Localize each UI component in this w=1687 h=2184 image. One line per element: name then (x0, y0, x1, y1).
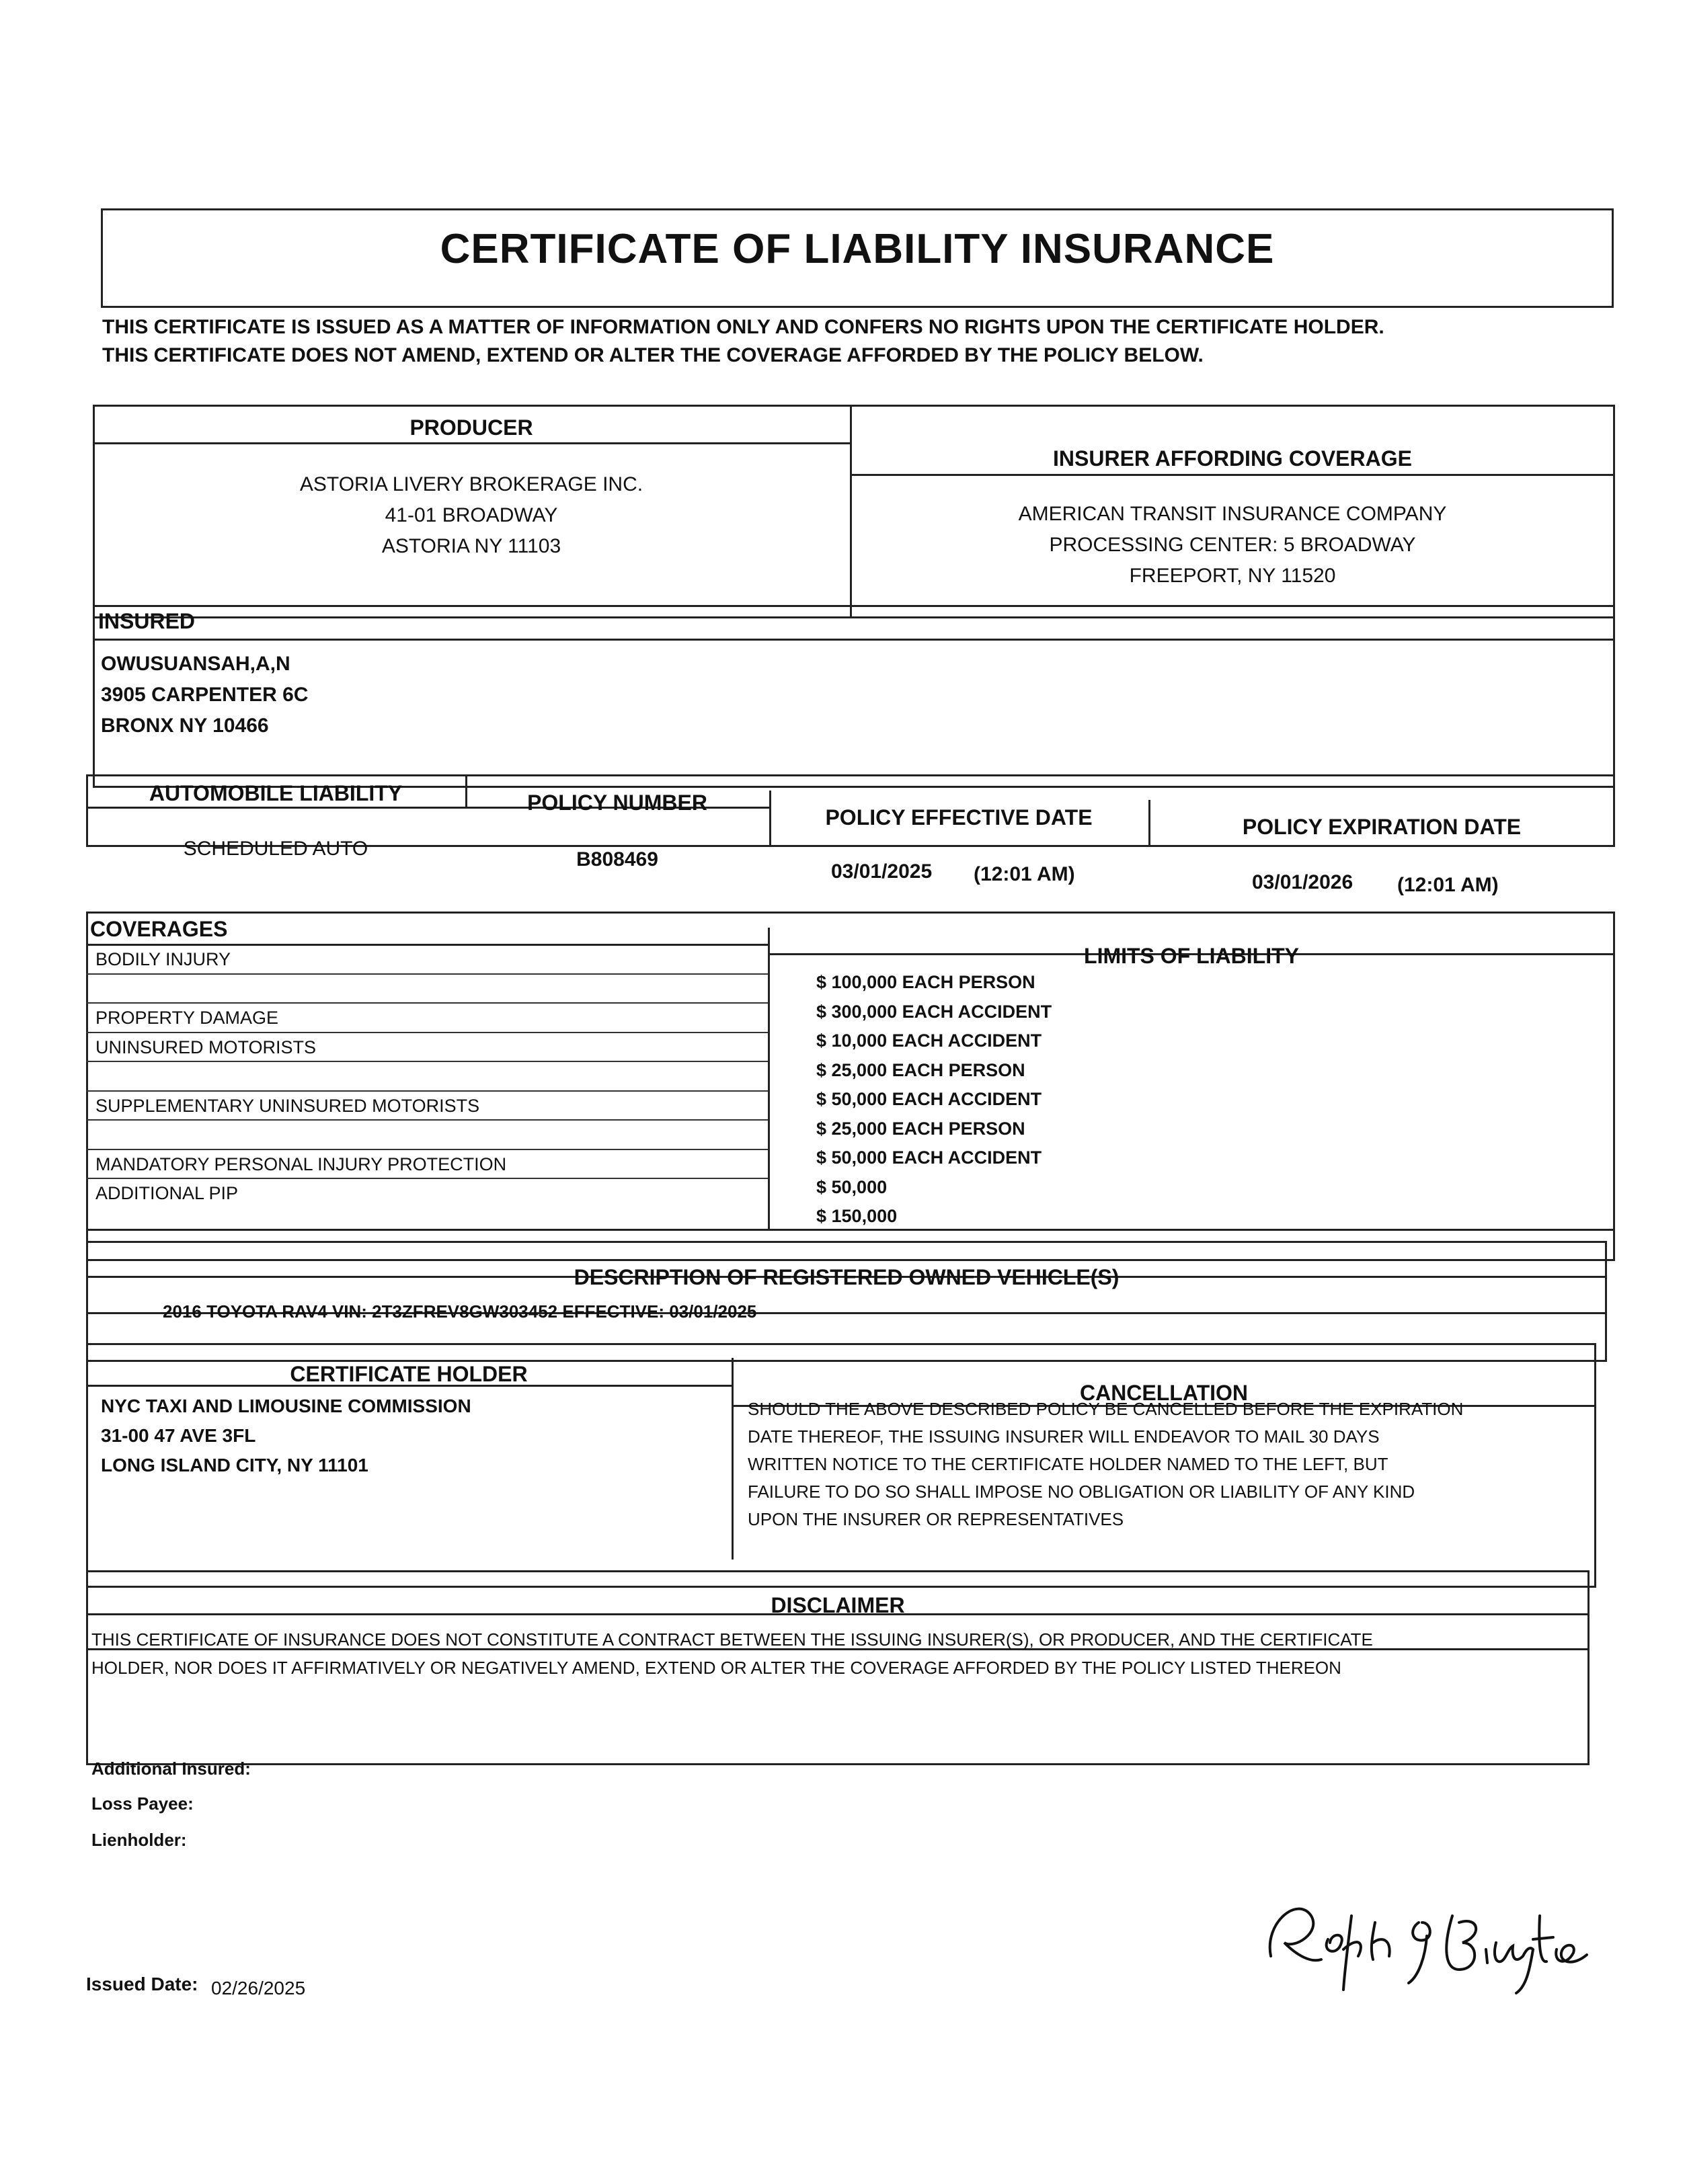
cancellation-line: UPON THE INSURER OR REPRESENTATIVES (748, 1509, 1124, 1529)
expiration-date-value: 03/01/2026 (1252, 871, 1353, 893)
policy-number-value: B808469 (576, 848, 658, 871)
cancellation-line: DATE THEREOF, THE ISSUING INSURER WILL ENDEAVOR TO MAIL 30 DAYS (748, 1426, 1380, 1447)
producer-name: ASTORIA LIVERY BROKERAGE INC. (299, 473, 643, 495)
policy-type-value: SCHEDULED AUTO (183, 838, 368, 860)
notice-line-1: THIS CERTIFICATE IS ISSUED AS A MATTER OF INFORMATION ONLY AND CONFERS NO RIGHTS UPON THE CERTIFICATE HOLDER. (102, 316, 1384, 338)
expiration-time-value: (12:01 AM) (1397, 874, 1499, 896)
cancellation-line: SHOULD THE ABOVE DESCRIBED POLICY BE CANCELLED BEFORE THE EXPIRATION (748, 1399, 1464, 1419)
insured-address (101, 649, 308, 741)
issued-date-label: Issued Date: (86, 1974, 198, 1994)
holder-street: 31-00 47 AVE 3FL (101, 1425, 256, 1446)
insurer-name: AMERICAN TRANSIT INSURANCE COMPANY (1018, 503, 1447, 525)
additional-insured-label: Additional Insured: (91, 1758, 251, 1779)
policy-type-header: AUTOMOBILE LIABILITY (149, 781, 403, 805)
insured-street: 3905 CARPENTER 6C (101, 684, 309, 706)
coverage-supplementary-um: SUPPLEMENTARY UNINSURED MOTORISTS (86, 1092, 768, 1121)
limit-value: $ 300,000 EACH ACCIDENT (816, 1001, 1052, 1022)
coverage-uninsured-motorists: UNINSURED MOTORISTS (86, 1033, 768, 1063)
cancellation-line: WRITTEN NOTICE TO THE CERTIFICATE HOLDER NAMED TO THE LEFT, BUT (748, 1454, 1388, 1474)
signature (1257, 1875, 1594, 2003)
limit-value: $ 100,000 EACH PERSON (816, 972, 1035, 992)
insurer-address (850, 499, 1615, 592)
insurer-header-line (850, 474, 1615, 476)
cancellation-header: CANCELLATION (1079, 1381, 1249, 1405)
limit-value: $ 50,000 EACH ACCIDENT (816, 1089, 1042, 1109)
expiration-date-header: POLICY EXPIRATION DATE (1242, 815, 1522, 839)
coverage-row-blank (86, 1062, 768, 1092)
certificate-holder-header: CERTIFICATE HOLDER (290, 1362, 528, 1386)
holder-city: LONG ISLAND CITY, NY 11101 (101, 1455, 368, 1475)
producer-header: PRODUCER (409, 415, 533, 440)
coverage-bodily-injury: BODILY INJURY (86, 945, 768, 975)
disclaimer-line: THIS CERTIFICATE OF INSURANCE DOES NOT CONSTITUTE A CONTRACT BETWEEN THE ISSUING INSURER(S), OR PRODUCER, AND THE CERTIFICATE (91, 1629, 1373, 1650)
coverage-row-blank (86, 1121, 768, 1150)
limits-list (769, 968, 1615, 1231)
effective-date-header: POLICY EFFECTIVE DATE (825, 805, 1093, 830)
insurer-header: INSURER AFFORDING COVERAGE (1053, 446, 1412, 471)
limit-value: $ 25,000 EACH PERSON (816, 1118, 1025, 1139)
coverage-row-blank (86, 975, 768, 1004)
disclaimer-header: DISCLAIMER (771, 1593, 905, 1617)
coverages-list (86, 945, 768, 1209)
insurer-city: FREEPORT, NY 11520 (1129, 565, 1336, 587)
notice-line-2: THIS CERTIFICATE DOES NOT AMEND, EXTEND OR ALTER THE COVERAGE AFFORDED BY THE POLICY BELOW. (102, 344, 1204, 366)
insured-city: BRONX NY 10466 (101, 715, 269, 737)
loss-payee-label: Loss Payee: (91, 1793, 194, 1814)
limit-value: $ 50,000 EACH ACCIDENT (816, 1147, 1042, 1168)
producer-street: 41-01 BROADWAY (385, 504, 558, 526)
holder-name: NYC TAXI AND LIMOUSINE COMMISSION (101, 1396, 471, 1416)
policy-number-header: POLICY NUMBER (527, 791, 707, 815)
limit-value: $ 50,000 (816, 1176, 888, 1197)
cancellation-line: FAILURE TO DO SO SHALL IMPOSE NO OBLIGATION OR LIABILITY OF ANY KIND (748, 1482, 1415, 1502)
coverage-mandatory-pip: MANDATORY PERSONAL INJURY PROTECTION (86, 1150, 768, 1180)
disclaimer-text (91, 1625, 1373, 1682)
limit-value: $ 150,000 (816, 1206, 898, 1226)
insured-box (93, 605, 1615, 788)
vehicle-header: DESCRIPTION OF REGISTERED OWNED VEHICLE(S) (574, 1265, 1120, 1289)
coverage-property-damage: PROPERTY DAMAGE (86, 1004, 768, 1033)
disclaimer-line: HOLDER, NOR DOES IT AFFIRMATIVELY OR NEGATIVELY AMEND, EXTEND OR ALTER THE COVERAGE AFFORDED BY THE POLICY LISTED THEREON (91, 1658, 1341, 1678)
insurer-street: PROCESSING CENTER: 5 BROADWAY (1049, 534, 1416, 556)
vehicle-description: 2016 TOYOTA RAV4 VIN: 2T3ZFREV8GW303452 EFFECTIVE: 03/01/2025 (163, 1301, 757, 1322)
insured-header-line (93, 639, 1615, 641)
coverages-header: COVERAGES (90, 917, 228, 941)
lienholder-label: Lienholder: (91, 1830, 187, 1850)
effective-time-value: (12:01 AM) (974, 863, 1075, 885)
producer-header-line (93, 442, 850, 444)
producer-city: ASTORIA NY 11103 (381, 535, 561, 557)
effective-date-value: 03/01/2025 (831, 860, 933, 883)
issued-date-value: 02/26/2025 (211, 1978, 306, 1998)
insured-name: OWUSUANSAH,A,N (101, 653, 290, 675)
page-title: CERTIFICATE OF LIABILITY INSURANCE (440, 226, 1275, 272)
limits-header: LIMITS OF LIABILITY (1084, 944, 1299, 968)
cancellation-text (748, 1396, 1463, 1533)
certificate-holder-address (101, 1391, 471, 1480)
producer-address (93, 469, 850, 562)
coverage-additional-pip: ADDITIONAL PIP (95, 1183, 239, 1203)
limit-value: $ 25,000 EACH PERSON (816, 1059, 1025, 1080)
insured-header: INSURED (98, 609, 196, 633)
limit-value: $ 10,000 EACH ACCIDENT (816, 1030, 1042, 1051)
